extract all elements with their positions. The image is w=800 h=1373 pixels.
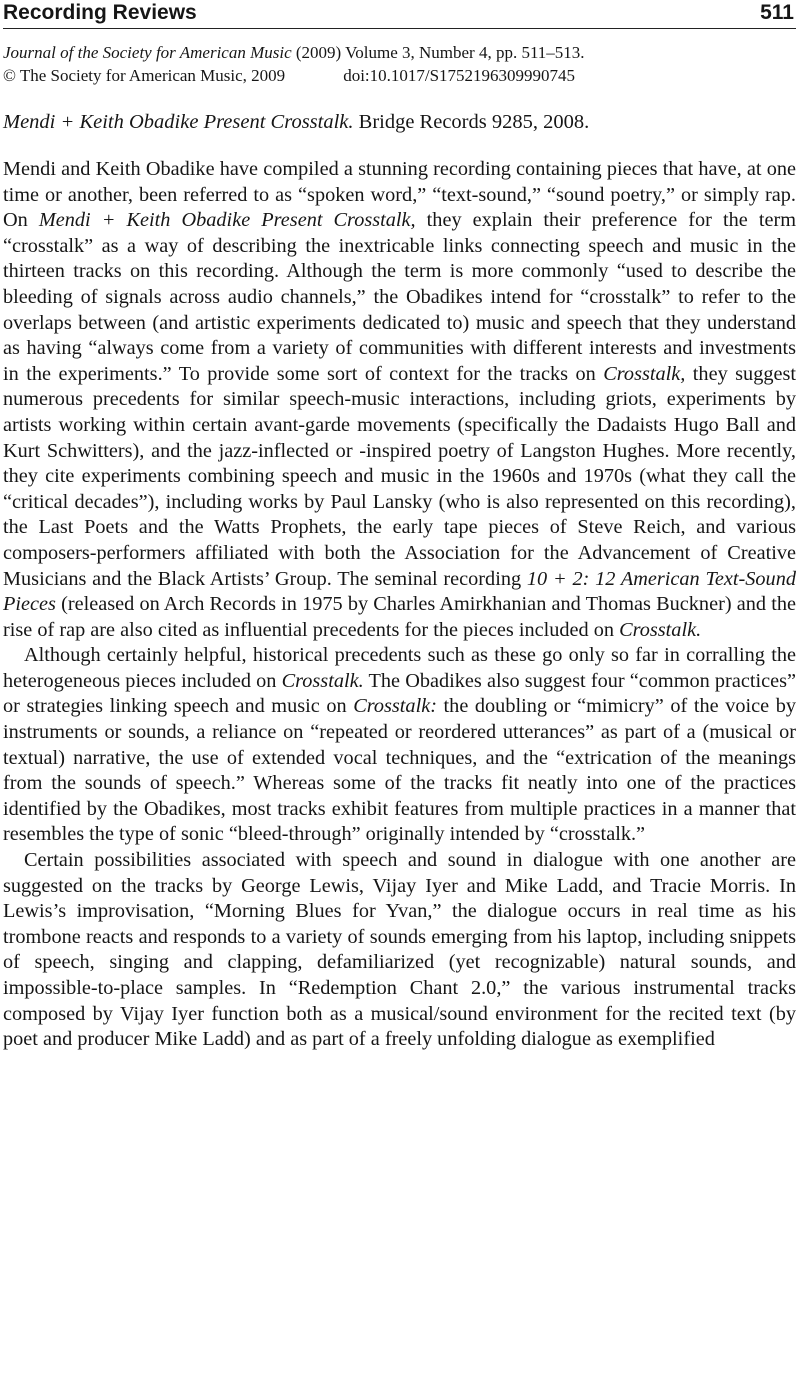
italic-title: Crosstalk: [353,695,437,718]
text-run: (released on Arch Records in 1975 by Charles Amirkhanian and Thomas Buckner) and the rise of rap are also cited as influential precedents for the pieces included on [3,593,796,641]
paragraph-2 [3,643,796,848]
italic-title: Mendi + Keith Obadike Present Crosstalk, [38,209,416,232]
album-title: Mendi + Keith Obadike Present Crosstalk. [3,111,354,133]
text-run: Mendi and Keith Obadike have compiled a stunning recording containing pieces that have, at one time or another, been referred to as “spoken word,” “text-sound,” “sound poetry,” or simply rap. On [3,158,796,232]
text-run: the doubling or “mimicry” of the voice by instruments or sounds, a reliance on “repeated or reordered utterances” as part of a (musical or textual) narrative, the use of extended vocal techniques, and the “extrication of the meanings from the sounds of speech.” Whereas some of the tracks fit neatly into one of the practices identified by the Obadikes, most tracks exhibit features from multiple practices in a manner that resembles the type of sonic “bleed-through” originally intended by “crosstalk.” [3,695,796,846]
section-title: Recording Reviews [3,1,197,24]
italic-title: Crosstalk. [619,618,702,641]
review-body [3,157,796,1053]
paragraph-3 [3,848,796,1053]
page-number: 511 [760,1,794,24]
text-run: The Obadikes also suggest four “common practices” or strategies linking speech and music on [3,669,796,718]
review-heading [3,109,796,135]
citation-block [3,41,796,87]
text-run: Certain possibilities associated with speech and sound in dialogue with one another are suggested on the tracks by George Lewis, Vijay Iyer and Mike Ladd, and Tracie Morris. In Lewis’s improvisation, “Morning Blues for Yvan,” the dialogue occurs in real time as his trombone reacts and responds to a variety of sounds emerging from his laptop, including snippets of speech, singing and clapping, defamiliarized (yet recognizable) natural sounds, and impossible-to-place samples. In “Redemption Chant 2.0,” the various instrumental tracks composed by Vijay Iyer function both as a musical/sound environment for the recited text (by poet and producer Mike Ladd) and as part of a freely unfolding dialogue as exemplified [3,849,796,1051]
italic-title: Crosstalk, [603,362,686,385]
doi: doi:10.1017/S1752196309990745 [343,66,576,85]
journal-name: Journal of the Society for American Music [3,43,292,62]
citation-line-2 [3,64,796,87]
text-run: they explain their preference for the term “crosstalk” as a way of describing the inextricable links connecting speech and music in the thirteen tracks on this recording. Although the term is more commonly “used to describe the bleeding of signals across audio channels,” the Obadikes intend for “crosstalk” to refer to the overlaps between (and artistic experiments dedicated to) music and speech that they understand as having “always come from a variety of communities with different interests and investments in the experiments.” To provide some sort of context for the tracks on [3,209,796,385]
citation-line-1 [3,41,796,64]
text-run: they suggest numerous precedents for similar speech-music interactions, including griots, experiments by artists working within certain avant-garde movements (specifically the Dadaists Hugo Ball and Kurt Schwitters), and the jazz-inflected or -inspired poetry of Langston Hughes. More recently, they cite experiments combining speech and music in the 1960s and 1970s (what they call the “critical decades”), including works by Paul Lansky (who is also represented on this recording), the Last Poets and the Watts Prophets, the early tape pieces of Steve Reich, and various composers-performers affiliated with both the Association for the Advancement of Creative Musicians and the Black Artists’ Group. The seminal recording [3,362,797,590]
text-run: Although certainly helpful, historical precedents such as these go only so far in corralling the heterogeneous pieces included on [3,644,796,692]
paragraph-1 [3,157,796,643]
label-info: Bridge Records 9285, 2008. [353,111,590,133]
running-head [3,0,796,29]
journal-details: (2009) Volume 3, Number 4, pp. 511–513. [291,43,585,62]
italic-title: 10 + 2: 12 American Text-Sound Pieces [3,567,796,616]
italic-title: Crosstalk. [281,669,364,692]
copyright-notice: © The Society for American Music, 2009 [3,66,286,85]
